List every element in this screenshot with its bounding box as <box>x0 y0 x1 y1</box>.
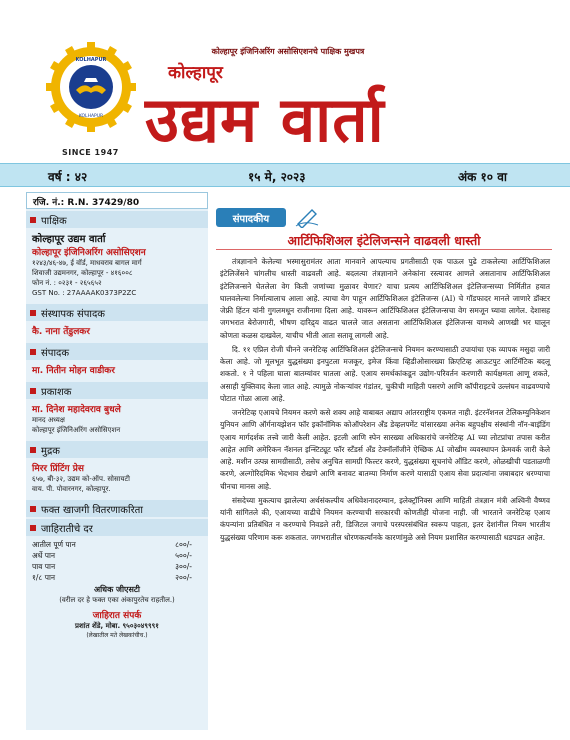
rate-row <box>32 539 202 550</box>
article-headline: आर्टिफिशिअल इंटेलिजन्सने वाढवली धास्ती <box>287 233 481 248</box>
section-tab-editorial: संपादकीय <box>216 208 286 227</box>
editor-block <box>26 360 208 380</box>
contact-number: प्रशांत शेंडे, मोबा. ९५०३०४९९९१ <box>75 622 159 630</box>
section-head-pakshik <box>26 211 208 228</box>
pen-icon <box>294 206 320 228</box>
city-name: कोल्हापूर <box>168 63 223 83</box>
rate-row <box>32 572 202 583</box>
publication-details <box>26 228 208 302</box>
section-head-private <box>26 500 208 517</box>
bullet-square-icon <box>30 388 36 394</box>
publisher-role: मानद अध्यक्ष <box>32 416 65 424</box>
printer-name: मिरर प्रिंटिंग प्रेस <box>32 464 84 474</box>
publisher-org: कोल्हापूर इंजिनिअरिंग असोसिएशन <box>32 248 146 258</box>
issue-info-strip <box>0 163 570 187</box>
section-label: पाक्षिक <box>41 215 67 227</box>
rate-label: १/८ पान <box>32 573 56 582</box>
publisher-org-line: कोल्हापूर इंजिनिअरिंग असोसिएशन <box>32 426 121 434</box>
headline-divider <box>216 249 552 250</box>
registration-number: रजि. नं.: R.N. 37429/80 <box>26 192 208 209</box>
publisher-name: मा. दिनेश महादेवराव बुधले <box>32 405 121 415</box>
svg-text:KOLHAPUR: KOLHAPUR <box>78 114 104 119</box>
rate-note: (वरील दर हे फक्त एका अंकापुरतेच राहतील.) <box>59 596 175 604</box>
phone-number: फोन नं. : ०२३१ - २६५६५२ <box>32 279 102 287</box>
founder-name: कै. नाना तेंडुलकर <box>32 327 90 337</box>
svg-text:KOLHAPUR: KOLHAPUR <box>75 57 107 63</box>
rate-row <box>32 561 202 572</box>
section-head-editor <box>26 343 208 360</box>
article-paragraph: दि. ११ एप्रिल रोजी चीनने जनरेटिव्ह आर्टिफिशिअल इंटेलिजन्सचे नियमन करण्यासाठी उपायांचा एक व्यापक मसुदा जारी केला आहे. जो मूलभूत युद्धसंख्या इनपुटला मजकूर, इमेज किंवा व्हिडीओसारख्या क्रिएटिव्ह आऊटपुट आर्टिमॅटिक बदलू शकतो. १ ने पहिला घाला बातम्यांवर घातला आहे. एआय समर्थकांकडून उद्योग-परिवर्तन करणारी कार्यक्षमता आणू शकते, असाही युक्तिवाद केला जात आहे. त्यामुळे नोकऱ्यांवर गंडांतर, चुकीची माहिती पसरणे आणि कॉपीराइटचे उल्लंघन वाढवण्याचे पोटात गोळा आला आहे. <box>220 344 550 403</box>
volume-number: वर्ष : ४२ <box>48 170 88 184</box>
address-line: १२४३/४६-४७, ई वॉर्ड, माधवराव बागल मार्ग <box>32 259 142 267</box>
section-label: फक्त खाजगी वितरणाकरिता <box>41 504 143 516</box>
bullet-square-icon <box>30 447 36 453</box>
bullet-square-icon <box>30 310 36 316</box>
rate-value: ३००/- <box>175 562 192 571</box>
gst-extra: अधिक जीएसटी <box>94 585 140 594</box>
printer-address: ६५७, बी-३२, उद्यम को-ऑप. सोसायटी <box>32 475 130 483</box>
section-head-founder <box>26 304 208 321</box>
opinion-note: (लेखातील मते लेखकांचीच.) <box>86 632 148 639</box>
issue-number: अंक १० वा <box>458 170 507 184</box>
publisher-block <box>26 399 208 439</box>
masthead-sidebar <box>26 192 208 730</box>
ad-rates-block <box>26 536 208 645</box>
association-line: कोल्हापूर इंजिनिअरिंग असोसिएशनचे पाक्षिक मुखपत्र <box>211 47 365 56</box>
bullet-square-icon <box>30 506 36 512</box>
rate-value: २००/- <box>175 573 192 582</box>
masthead-title: उद्यम वार्ता <box>145 83 385 156</box>
masthead <box>0 0 570 162</box>
section-head-publisher <box>26 382 208 399</box>
contact-label: जाहिरात संपर्क <box>92 611 142 621</box>
address-line: शिवाजी उद्यमनगर, कोल्हापूर - ४१६००८ <box>32 269 133 277</box>
rate-label: पाव पान <box>32 562 56 571</box>
section-label: संपादक <box>41 347 70 359</box>
section-label: प्रकाशक <box>41 386 72 398</box>
editorial-section <box>216 192 552 730</box>
article-paragraph: तंत्रज्ञानाने केलेल्या भस्मासुरामंतर आता मानवाने आपल्याच प्रगतीसाठी एक पाऊल पुढे टाकलेल्या आर्टिफिशिअल इंटेलिजेंसने चांगलीच धास्ती वाढवली आहे. बदलत्या तंत्रज्ञानाने अनेकांना रस्त्यावर आणले असतानाच आर्टिफिशिअल इंटेलिजन्सने घेतलेला वेग किती जणांच्या मुळावर येणार? याचा प्रत्यय आर्टिफिशिअल इंटेलिजन्सच्या निर्मितीत हयात घालवलेल्या निर्मात्यालाच आला आहे. त्याचा वेग पाहून आर्टिफिशिअल इंटेलिजन्स (AI) चे गॉडफादर मानले जाणारे डॉक्टर जेफ्री हिंटन यांनी गुगलमधून राजीनामा दिला आहे. यावरून आर्टिफिशिअल इंटेलिजन्सचा वेग समजून घ्यावा लागेल. देशासह जगभरात बेरोजगारी, भीषण दारिद्र्य वाढत चालले जात असताना आर्टिफिशिअल इंटेलिजन्स यामध्ये आणखी भर घालून कोणता कळस दाखवेल, याचीच भीती आता सतावू लागली आहे. <box>220 257 550 340</box>
issue-date: १५ मे, २०२३ <box>248 170 306 184</box>
article-body <box>220 256 550 546</box>
founder-block <box>26 321 208 341</box>
bullet-square-icon <box>30 217 36 223</box>
section-label: संस्थापक संपादक <box>41 308 105 320</box>
rate-value: ५००/- <box>175 551 192 560</box>
bullet-square-icon <box>30 349 36 355</box>
article-paragraph: जनरेटिव्ह एआयचे नियमन करणे कसे शक्य आहे याबाबत अद्याप आंतरराष्ट्रीय एकमत नाही. इंटरनॅशनल टेलिकम्युनिकेशन युनियन आणि ऑर्गनायझेशन फॉर इकॉनॉमिक कोऑपरेशन अँड डेव्हलपमेंट यांसारख्या अनेक बहुपक्षीय संस्थांनी नॉन-बाइंडिंग एआय मार्गदर्शक तत्त्वे जारी केली आहेत. इटली आणि स्पेन सारख्या अधिकारांचे जनरेटिव्ह AI च्या लोटप्रांचा तपास करीत आहेत आणि अमेरिकन नॅशनल इन्स्टिट्यूट फॉर स्टँडर्स अँड टेक्नॉलॉजीने ऐच्छिक AI जोखीम व्यवस्थापन फ्रेमवर्क जारी केले आहे. मशीन उत्पन्न सामग्रीसाठी, तसेच अनुचित सामग्री फिल्टर करणे, युद्धसंख्या सूचनांचे ऑडिट करणे, ओळखीची पडताळणी करणे, अल्गोरिदमिक भेदभाव रोखणे आणि बनावट बातम्या निर्माण करणे यासाठी एआय सेवा प्रदात्यांना जबाबदार धरण्याचा चीनचा मानस आहे. <box>220 408 550 491</box>
rate-value: ८००/- <box>175 540 192 549</box>
section-head-printer <box>26 441 208 458</box>
article-paragraph: संसदेच्या मुकत्याच झालेल्या अर्थसंकल्पीय अधिवेशनादरम्यान, इलेक्ट्रॉनिक्स आणि माहिती तंत्रज्ञान मंत्री अश्विनी वैष्णव यांनी सांगितले की, एआयच्या वाढीचे नियमन करण्याची सरकारची कोणतीही योजना नाही. जी भारताने जनरेटिव्ह एआय कंपन्यांना प्रतिबंधित न करण्याचे निवडले तरी, डिजिटल जगाचे परस्परसंबंधित स्वरूप पाहता, इतर देशांनील नियम भारतीय युद्धसंख्या परिणाम करू शकतात. जगभरातील धोरणकर्त्यांनके कारणांमुळे असे नियम प्रशासित करण्यासाठी धडपडत आहेत. <box>220 495 550 542</box>
editor-name: मा. नितीन मोहन वाडीकर <box>32 366 115 376</box>
section-head-ad-rates <box>26 519 208 536</box>
publication-name: कोल्हापूर उद्यम वार्ता <box>32 234 106 245</box>
rate-label: आतील पूर्ण पान <box>32 540 76 549</box>
section-label: मुद्रक <box>41 445 60 457</box>
printer-address: वाय. पी. पोवारनगर, कोल्हापूर. <box>32 485 111 493</box>
gst-number: GST No. : 27AAAAK0373P2ZC <box>32 289 137 297</box>
bullet-square-icon <box>30 525 36 531</box>
rate-label: अर्धे पान <box>32 551 56 560</box>
section-label: जाहिरातीचे दर <box>41 523 93 535</box>
printer-block <box>26 458 208 498</box>
since-year: SINCE 1947 <box>62 148 119 157</box>
rate-row <box>32 550 202 561</box>
